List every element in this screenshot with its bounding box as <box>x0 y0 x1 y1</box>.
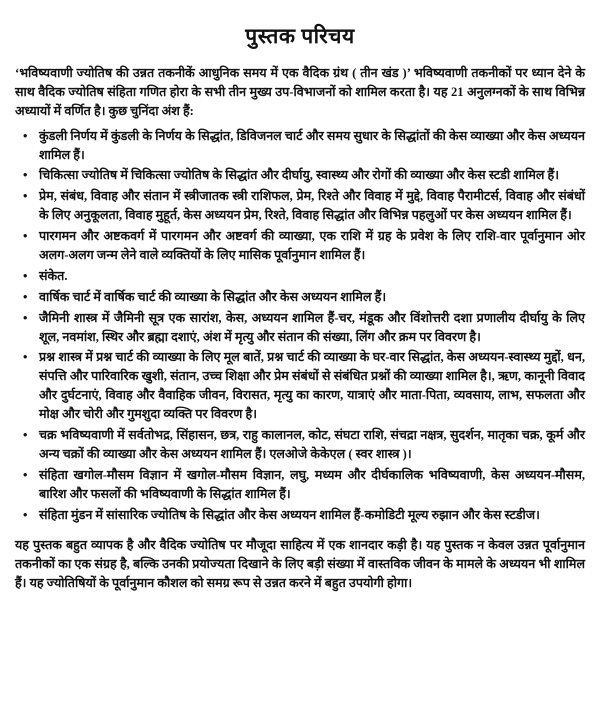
list-item <box>15 166 585 185</box>
bullet-marker: • <box>23 128 28 143</box>
list-item-text: जैमिनी शास्त्र में जैमिनी सूत्र एक सारांश, केस, अध्ययन शामिल हैं-चर, मंडूक और विंशोत्तरी दशा प्रणालीय दीर्घायु के लिए शूल, नवमांश, स्थिर और ब्रह्मा दशाएं, अंश में मृत्यु और संतान की संख्या, लिंग और क्रम पर विवरण है। <box>39 310 585 344</box>
list-item <box>15 426 585 464</box>
list-item-text: संकेत. <box>39 268 68 283</box>
list-item <box>15 127 585 165</box>
page-title: पुस्तक परिचय <box>245 24 355 48</box>
list-item <box>15 267 585 286</box>
list-item <box>15 309 585 347</box>
bullet-marker: • <box>23 467 28 482</box>
list-item <box>15 466 585 504</box>
list-item-text: कुंडली निर्णय में कुंडली के निर्णय के सिद्धांत, डिविजनल चार्ट और समय सुधार के सिद्धांतों की केस व्याख्या और केस अध्ययन शामिल हैं। <box>39 128 585 162</box>
list-item-text: प्रेम, संबंध, विवाह और संतान में स्त्रीजातक स्त्री राशिफल, प्रेम, रिश्ते और विवाह में मुद्दे, विवाह पैरामीटर्स, विवाह और संबंधों के लिए अनुकूलता, विवाह मुहूर्त, केस अध्ययन प्रेम, रिश्ते, विवाह सिद्धांत और विभिन्न पहलुओं पर केस अध्ययन शामिल हैं। <box>39 189 585 223</box>
bullet-marker: • <box>23 268 28 283</box>
closing-paragraph: यह पुस्तक बहुत व्यापक है और वैदिक ज्योतिष पर मौजूदा साहित्य में एक शानदार कड़ी है। यह पुस्तक न केवल उन्नत पूर्वानुमान तकनीकों का एक संग्रह है, बल्कि उनकी प्रयोज्यता दिखाने के लिए बड़ी संख्या में वास्तविक जीवन के मामले के अध्ययन भी शामिल हैं। यह ज्योतिषियों के पूर्वानुमान कौशल को समग्र रूप से उन्नत करने में बहुत उपयोगी होगा। <box>15 538 585 591</box>
bullet-list <box>15 127 585 525</box>
bullet-marker: • <box>23 350 28 365</box>
list-item <box>15 187 585 225</box>
bullet-marker: • <box>23 310 28 325</box>
bullet-marker: • <box>23 168 28 183</box>
list-item-text: चक्र भविष्यवाणी में सर्वतोभद्र, सिंहासन, छत्र, राहु कालानल, कोट, संघटा राशि, संचद्रा नक्षत्र, सुदर्शन, मातृका चक्र, कूर्म और अन्य चक्रों की व्याख्या और केस अध्ययन शामिल हैं। एलओजे केकेएल ( स्वर शास्त्र )। <box>39 428 585 461</box>
bullet-marker: • <box>23 428 28 443</box>
list-item-text: वार्षिक चार्ट में वार्षिक चार्ट की व्याख्या के सिद्धांत और केस अध्ययन शामिल हैं। <box>39 289 387 304</box>
list-item <box>15 506 585 525</box>
bullet-marker: • <box>23 507 28 522</box>
bullet-marker: • <box>23 289 28 304</box>
bullet-marker: • <box>23 189 28 204</box>
intro-paragraph: ‘भविष्यवाणी ज्योतिष की उन्नत तकनीकें आधुनिक समय में एक वैदिक ग्रंथ ( तीन खंड )’ भविष्यवाणी तकनीकों पर ध्यान देने के साथ वैदिक ज्योतिष संहिता गणित होरा के सभी तीन मुख्य उप-विभाजनों को शामिल करता है। यह 21 अनुलग्नकों के साथ विभिन्न अध्यायों में वर्णित है। कुछ चुनिंदा अंश हैं: <box>15 66 585 118</box>
list-item-text: पारगमन और अष्टकवर्ग में पारगमन और अष्टवर्ग की व्याख्या, एक राशि में ग्रह के प्रवेश के लिए राशि-वार पूर्वानुमान ओर अलग-अलग जन्म लेने वाले व्यक्तियों के लिए मासिक पूर्वानुमान शामिल हैं। <box>39 229 585 263</box>
list-item-text: प्रश्न शास्त्र में प्रश्न चार्ट की व्याख्या के लिए मूल बातें, प्रश्न चार्ट की व्याख्या के घर-वार सिद्धांत, केस अध्ययन-स्वास्थ्य मुद्दों, धन, संपत्ति और पारिवारिक खुशी, संतान, उच्च शिक्षा और प्रेम संबंधों से संबंधित प्रश्नों की व्याख्या शामिल है।, ऋण, कानूनी विवाद और दुर्घटनाएं, विवाह और वैवाहिक जीवन, विरासत, मृत्यु का कारण, यात्राएं और माता-पिता, व्यवसाय, लाभ, सफलता और मोक्ष और चोरी और गुमशुदा व्यक्ति पर विवरण है। <box>39 350 585 422</box>
list-item-text: संहिता खगोल-मौसम विज्ञान में खगोल-मौसम विज्ञान, लघु, मध्यम और दीर्घकालिक भविष्यवाणी, केस अध्ययन-मौसम, बारिश और फसलों की भविष्यवाणी के सिद्धांत शामिल हैं। <box>39 467 585 501</box>
list-item-text: चिकित्सा ज्योतिष में चिकित्सा ज्योतिष के सिद्धांत और दीर्घायु, स्वास्थ्य और रोगों की व्याख्या और केस स्टडी शामिल हैं। <box>39 168 560 183</box>
list-item <box>15 348 585 424</box>
list-item <box>15 288 585 307</box>
bullet-marker: • <box>23 229 28 244</box>
list-item <box>15 227 585 265</box>
list-item-text: संहिता मुंडन में सांसारिक ज्योतिष के सिद्धांत और केस अध्ययन शामिल हैं-कमोडिटी मूल्य रुझान और केस स्टडीज। <box>39 507 540 522</box>
